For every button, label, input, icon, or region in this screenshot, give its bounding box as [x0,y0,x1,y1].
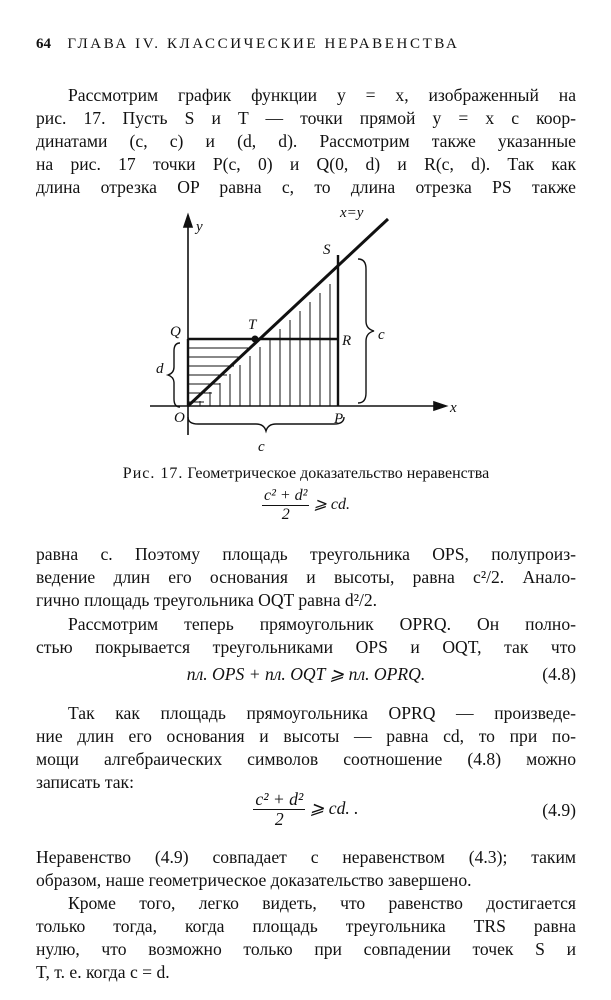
text-line: стью покрывается треугольниками OPS и OQT, так что [36,637,576,657]
text-line: ние длин его основания и высоты — равна cd, то при по- [36,726,576,746]
text-line: рис. 17. Пусть S и T — точки прямой y = x с коор- [36,108,576,128]
text-line: Кроме того, легко видеть, что равенство достигается [68,893,576,913]
caption-text: Геометрическое доказательство неравенства [187,465,490,482]
text-line: мощи алгебраических символов соотношение (4.8) можно [36,749,576,769]
text-line: образом, наше геометрическое доказательство завершено. [36,870,472,890]
text-line: T, т. е. когда c = d. [36,962,170,982]
y-axis-label: y [196,219,203,235]
equation-fraction [253,790,305,830]
point-O: O [174,410,185,426]
point-S: S [323,242,331,258]
equation-number: (4.9) [542,800,576,820]
figure-caption [36,463,576,523]
running-header [36,36,576,53]
point-T: T [248,317,257,333]
text-line: Неравенство (4.9) совпадает с неравенством (4.3); таким [36,847,576,867]
brace-c-right-label: c [378,327,385,343]
caption-fraction-denominator: 2 [281,505,290,523]
text-line: Рассмотрим теперь прямоугольник OPRQ. Он полно- [68,614,576,634]
line-label: x=y [340,205,364,221]
text-line: динатами (c, c) и (d, d). Рассмотрим также указанные [36,131,576,151]
caption-rhs: ⩾ cd. [313,495,350,513]
lines [188,219,388,406]
text-line: только тогда, когда площадь треугольника TRS равна [36,916,576,936]
paragraph-intro [36,84,576,199]
brace-d-label: d [156,361,164,377]
equation-number: (4.8) [542,664,576,684]
caption-fraction [262,487,310,523]
text-line: ведение длин его основания и высоты, равна c²/2. Анало- [36,567,576,587]
paragraph-equality [36,892,576,984]
equation-rhs: ⩾ cd. . [309,797,359,818]
page-number: 64 [36,36,51,52]
brace-c-bottom-label: c [258,439,265,455]
paragraph-conclusion [36,846,576,892]
text-line: длина отрезка OP равна c, то длина отрезка PS также [36,177,576,197]
text-line: нулю, что возможно только при совпадении точек S и [36,939,576,959]
chapter-title: ГЛАВА IV. КЛАССИЧЕСКИЕ НЕРАВЕНСТВА [67,36,460,52]
caption-label: Рис. 17. [122,465,184,482]
text-line: Так как площадь прямоугольника OPRQ — произведе- [68,703,576,723]
equation-4-8 [36,664,576,688]
text-line: на рис. 17 точки P(c, 0) и Q(0, d) и R(c, d). Так как [36,154,576,174]
paragraph-product [36,702,576,794]
equation-4-9 [36,790,576,834]
equation-fraction-numerator: c² + d² [255,789,304,809]
equation-text: пл. OPS + пл. OQT ⩾ пл. OPRQ. [186,664,426,684]
text-line: Рассмотрим график функции y = x, изображенный на [68,85,576,105]
text-line: записать так: [36,772,134,792]
point-Q: Q [170,324,181,340]
text-line: гично площадь треугольника OQT равна d²/2. [36,590,378,610]
paragraph-areas [36,543,576,612]
paragraph-rectangle [36,613,576,659]
text-line: равна c. Поэтому площадь треугольника OPS, полупроиз- [36,544,576,564]
equation-fraction-denominator: 2 [274,809,284,830]
figure-17-diagram [130,205,480,463]
point-P: P [334,411,344,427]
x-axis-label: x [450,400,457,416]
point-R: R [342,333,352,349]
caption-fraction-numerator: c² + d² [263,487,308,504]
